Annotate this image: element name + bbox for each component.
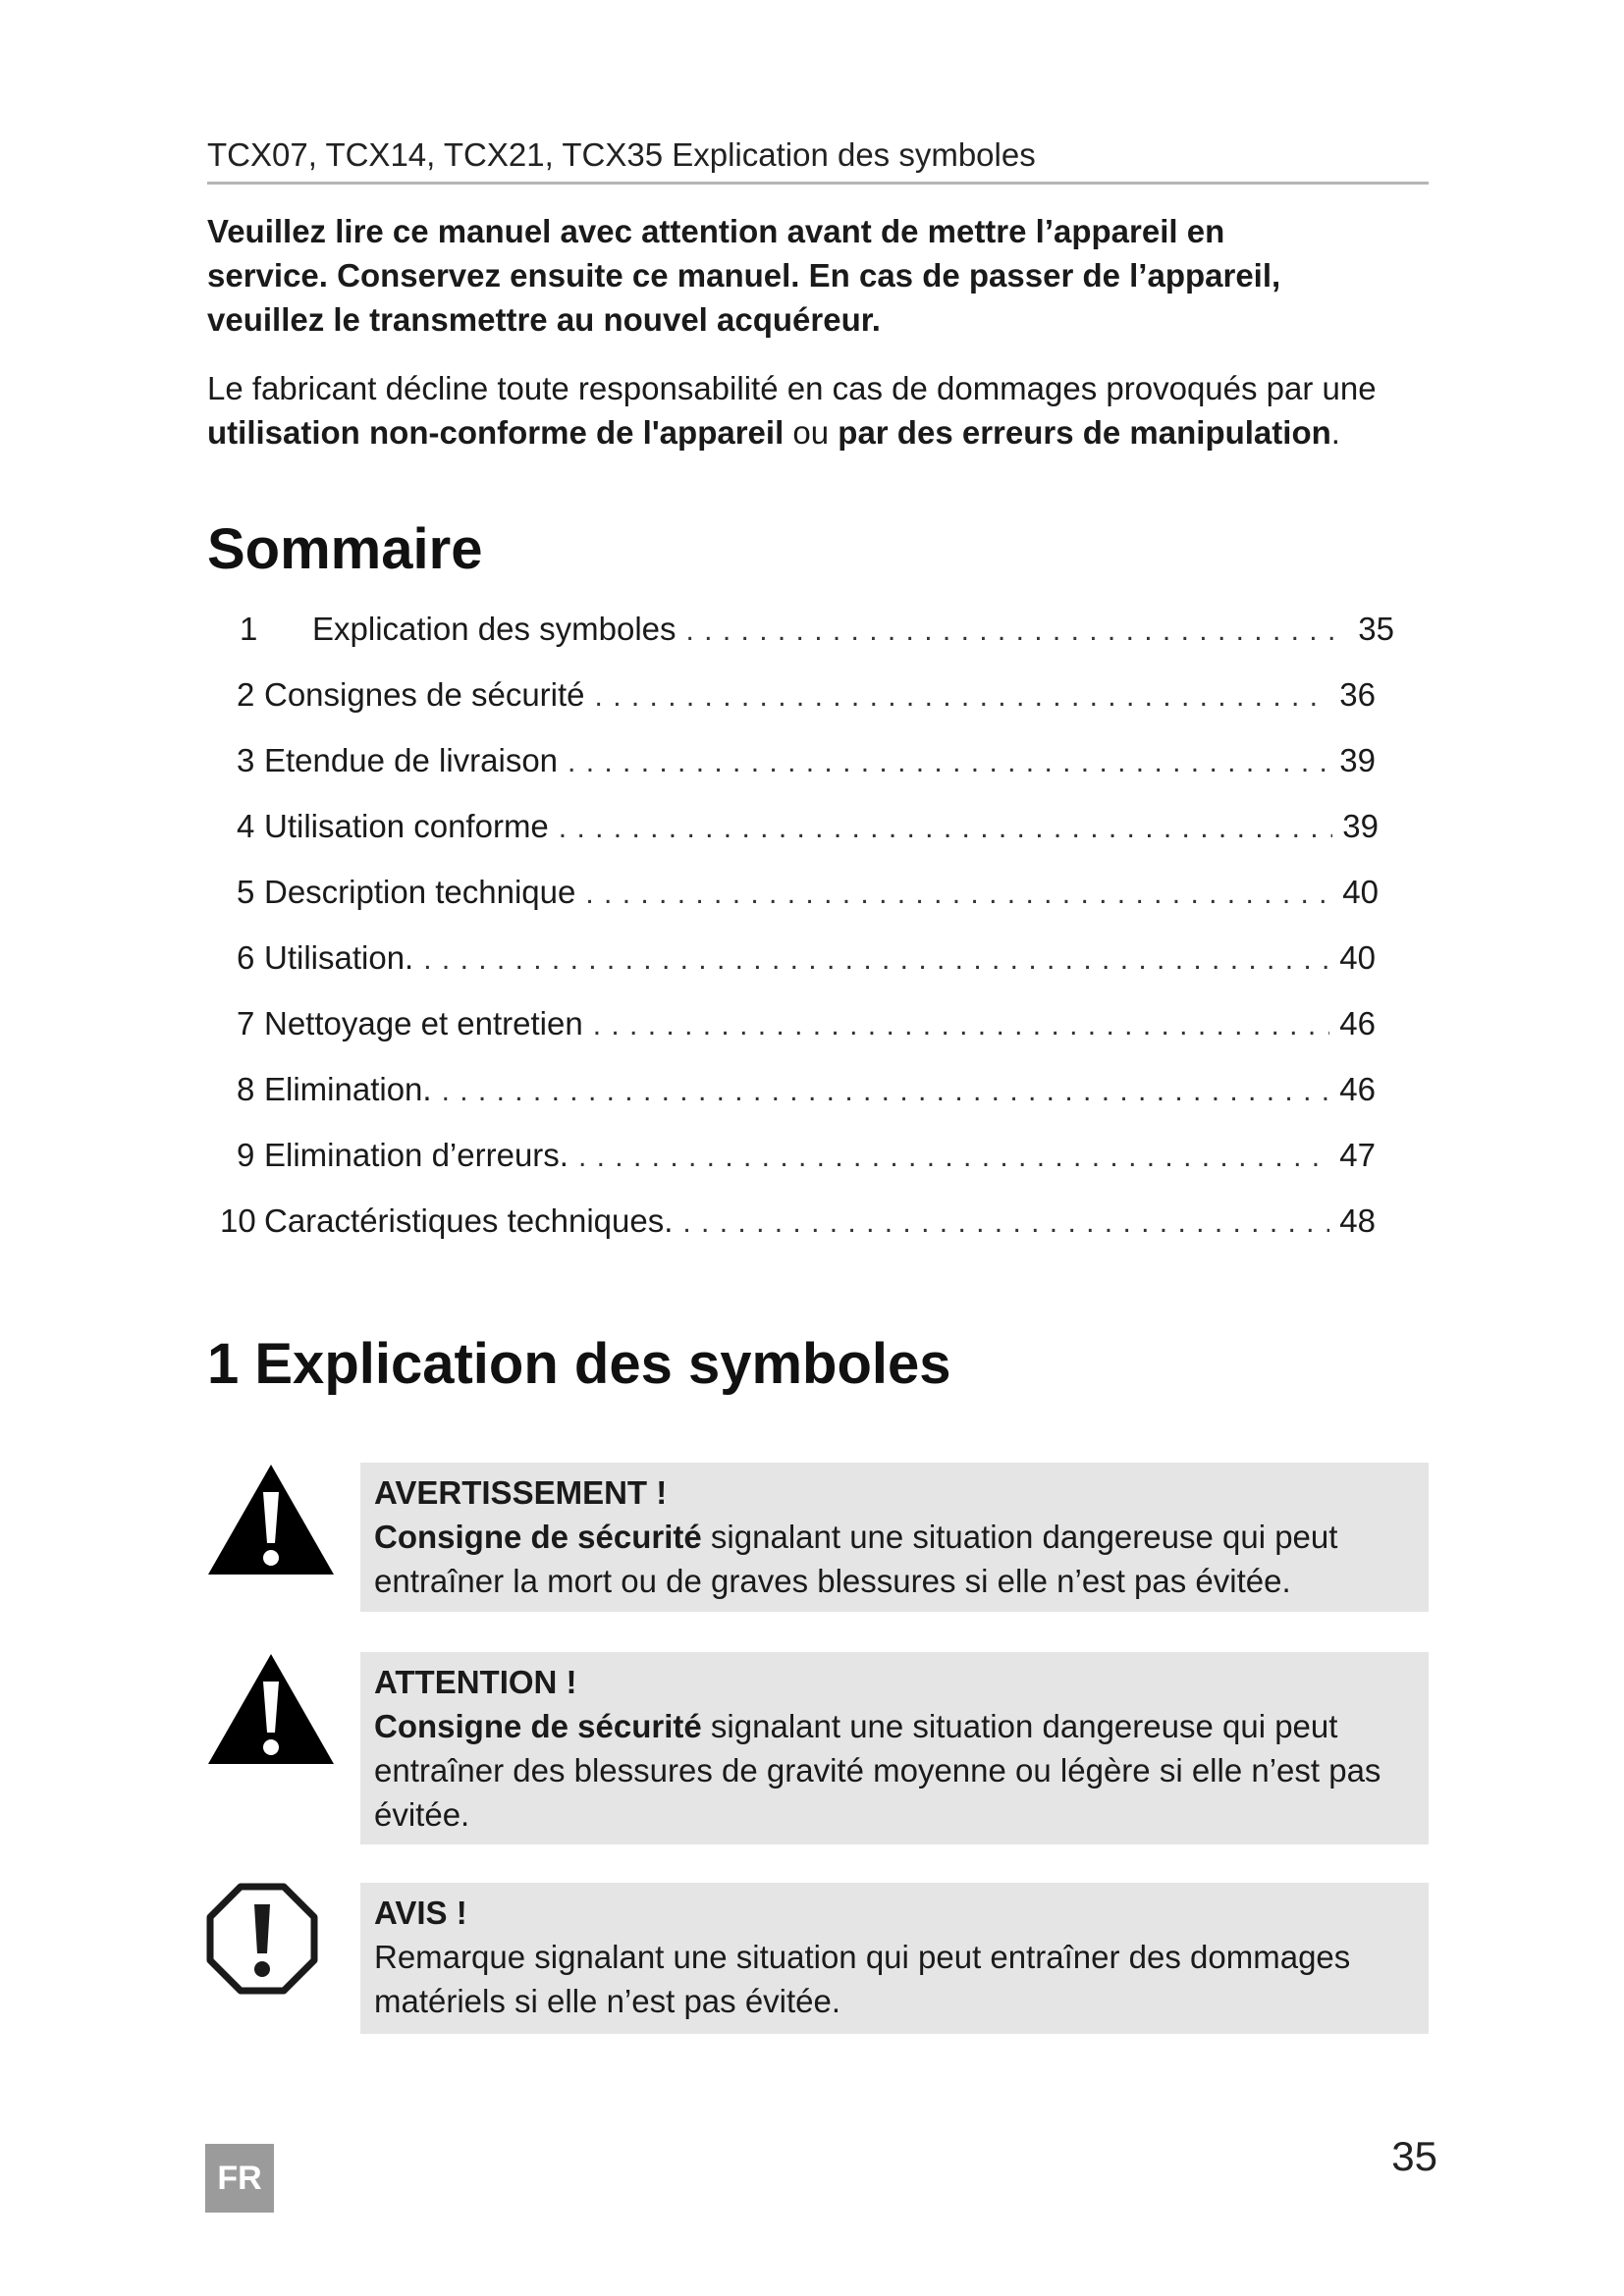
toc-entry-number: 3 <box>237 742 255 778</box>
liability-bold-1: utilisation non-conforme de l'appareil <box>207 414 785 451</box>
toc-entry-number: 10 <box>220 1202 256 1239</box>
liability-bold-2: par des erreurs de manipulation <box>838 414 1331 451</box>
toc-entry-page: 40 <box>1342 874 1379 910</box>
notice-bold: Consigne de sécurité <box>374 1519 702 1555</box>
toc-entry-number: 8 <box>237 1071 255 1107</box>
toc-entry-label: Etendue de livraison <box>264 742 559 778</box>
toc-entry-number: 9 <box>237 1137 255 1173</box>
toc-entry-page: 46 <box>1339 1071 1376 1107</box>
notice-text-line: évitée. <box>374 1796 470 1833</box>
notice-text <box>374 1704 1415 1748</box>
toc-entry-page: 47 <box>1339 1137 1376 1173</box>
toc-leader-dots <box>423 935 1329 985</box>
toc-entry[interactable] <box>237 1131 1376 1180</box>
notice-title: AVERTISSEMENT ! <box>374 1474 668 1511</box>
toc-entry-page: 48 <box>1339 1202 1376 1239</box>
toc-leader-dots <box>682 1199 1329 1248</box>
toc-entry[interactable] <box>237 868 1379 917</box>
liability-mid: ou <box>784 414 839 451</box>
toc-entry-number: 4 <box>237 808 255 844</box>
toc-entry-label: Utilisation conforme <box>264 808 549 844</box>
toc-entry-page: 39 <box>1342 808 1379 844</box>
toc-leader-dots <box>593 1001 1330 1050</box>
toc-entry-number: 2 <box>237 676 255 713</box>
notice-text-line: entraîner des blessures de gravité moyenne ou légère si elle n’est pas <box>374 1752 1381 1789</box>
toc-leader-dots <box>442 1067 1330 1116</box>
toc-leader-dots <box>568 738 1329 787</box>
toc-entry-number: 6 <box>237 939 255 976</box>
liability-line-2 <box>207 410 1444 454</box>
toc-entry[interactable] <box>237 736 1376 785</box>
toc-entry[interactable] <box>237 1065 1376 1114</box>
toc-entry[interactable] <box>220 1197 1376 1246</box>
notice-text-segment: signalant une situation dangereuse qui peut <box>701 1519 1338 1555</box>
toc-leader-dots <box>578 1133 1329 1182</box>
toc-leader-dots <box>585 870 1332 919</box>
intro-line: Veuillez lire ce manuel avec attention avant de mettre l’appareil en <box>207 213 1225 249</box>
toc-title: Sommaire <box>207 517 483 581</box>
toc-entry-label: Elimination d’erreurs. <box>264 1137 568 1173</box>
toc-entry-number: 1 <box>240 611 258 647</box>
toc-entry[interactable] <box>237 999 1376 1048</box>
toc-entry[interactable] <box>237 670 1376 720</box>
intro-line: service. Conservez ensuite ce manuel. En cas de passer de l’appareil, <box>207 257 1281 294</box>
toc-entry-label: Utilisation. <box>264 939 414 976</box>
notice-info <box>360 1883 1429 2034</box>
toc-entry-number: 7 <box>237 1005 255 1041</box>
toc-entry-page: 39 <box>1339 742 1376 778</box>
intro-warning <box>207 209 1429 342</box>
toc-entry[interactable] <box>237 934 1376 983</box>
toc-entry-number: 5 <box>237 874 255 910</box>
toc-entry-page: 46 <box>1339 1005 1376 1041</box>
notice-text <box>374 1515 1415 1559</box>
notice-text-line: entraîner la mort ou de graves blessures si elle n’est pas évitée. <box>374 1563 1291 1599</box>
liability-line: Le fabricant décline toute responsabilité en cas de dommages provoqués par une <box>207 370 1377 406</box>
toc-entry-page: 36 <box>1339 676 1376 713</box>
toc-entry[interactable] <box>240 605 1394 654</box>
intro-line: veuillez le transmettre au nouvel acquéreur. <box>207 301 881 338</box>
notice-caution <box>360 1652 1429 1844</box>
toc-entry-label: Explication des symboles <box>312 611 677 647</box>
toc-entry-label: Caractéristiques techniques. <box>264 1202 674 1239</box>
notice-octagon-icon <box>206 1883 318 1995</box>
notice-title: ATTENTION ! <box>374 1664 577 1700</box>
warning-triangle-icon <box>206 1463 336 1576</box>
toc-leader-dots <box>559 804 1333 853</box>
notice-text-line: matériels si elle n’est pas évitée. <box>374 1983 841 2019</box>
toc-entry-page: 40 <box>1339 939 1376 976</box>
notice-title: AVIS ! <box>374 1895 467 1931</box>
caution-triangle-icon <box>206 1652 336 1766</box>
notice-warning <box>360 1463 1429 1612</box>
section-title: 1 Explication des symboles <box>207 1332 951 1396</box>
notice-text-line: Remarque signalant une situation qui peut entraîner des dommages <box>374 1939 1351 1975</box>
toc-entry-label: Elimination. <box>264 1071 432 1107</box>
notice-text-segment: signalant une situation dangereuse qui peut <box>701 1708 1338 1744</box>
notice-bold: Consigne de sécurité <box>374 1708 702 1744</box>
running-header: TCX07, TCX14, TCX21, TCX35 Explication des symboles <box>207 133 1429 185</box>
toc-entry-label: Nettoyage et entretien <box>264 1005 583 1041</box>
toc-leader-dots <box>595 672 1330 721</box>
toc-leader-dots <box>686 607 1349 656</box>
liability-paragraph <box>207 366 1444 454</box>
toc-entry-label: Consignes de sécurité <box>264 676 585 713</box>
liability-end: . <box>1330 414 1340 451</box>
page-number: 35 <box>1391 2133 1437 2179</box>
toc-entry-label: Description technique <box>264 874 576 910</box>
language-badge: FR <box>205 2144 274 2213</box>
toc-entry-page: 35 <box>1358 611 1394 647</box>
toc-entry[interactable] <box>237 802 1379 851</box>
